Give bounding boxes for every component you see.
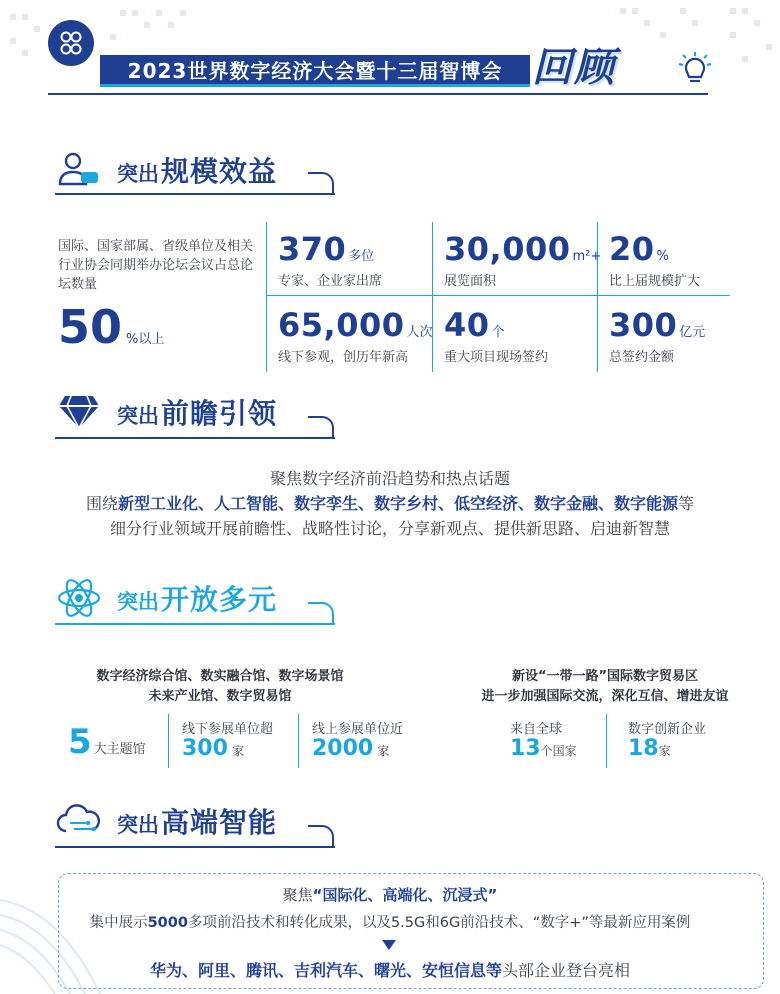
trade-zone-line-2: 进一步加强国际交流，深化互信、增进友谊 xyxy=(481,689,729,704)
global-stat xyxy=(510,736,577,761)
section-heading-scale xyxy=(55,145,277,195)
stat-value: 30,000 xyxy=(444,230,571,268)
global-label: 来自全球 xyxy=(510,722,563,737)
people-chat-icon xyxy=(55,146,103,194)
text: 多项前沿技术和转化成果，以及5.5G和6G前沿技术、“数字+”等最新应用案例 xyxy=(187,915,691,931)
stat-label: 展览面积 xyxy=(444,274,497,289)
grid-divider xyxy=(266,222,267,372)
section-underline xyxy=(55,846,335,848)
stat-unit: 人次 xyxy=(406,325,433,340)
section-heading-open xyxy=(55,573,277,623)
leading-line-1: 聚焦数字经济前沿趋势和热点话题 xyxy=(269,469,510,488)
stat-value: 20 xyxy=(609,230,655,268)
grid-divider xyxy=(266,295,730,296)
stat-value: 2000 xyxy=(312,736,374,761)
offline-label: 线下参展单位超 xyxy=(182,722,274,737)
atom-icon xyxy=(55,574,103,622)
halls-title-line-1: 数字经济综合馆、数实融合馆、数字场景馆 xyxy=(96,669,344,684)
stat-cell xyxy=(609,306,705,365)
digital-label: 数字创新企业 xyxy=(628,722,707,737)
highlight-text: “国际化、高端化、沉浸式” xyxy=(312,886,498,904)
section-underline-cap xyxy=(308,825,334,847)
stat-label: 线下参观，创历年新高 xyxy=(278,350,409,365)
section-prefix: 突出 xyxy=(117,813,159,837)
text: 等 xyxy=(678,494,695,513)
text: 围绕 xyxy=(85,494,118,513)
stat-value: 300 xyxy=(182,736,228,761)
stat-value: 40 xyxy=(444,306,490,344)
stat-value: 50 xyxy=(58,300,123,354)
stat-cell xyxy=(444,306,548,365)
smart-line-3 xyxy=(40,958,740,981)
leading-line-3: 细分行业领域开展前瞻性、战略性讨论，分享新观点、提供新思路、启迪新智慧 xyxy=(109,519,670,538)
section-heading-smart xyxy=(55,796,277,846)
stat-label: 比上届规模扩大 xyxy=(609,274,701,289)
stat-cell xyxy=(278,306,433,365)
highlight-text: 新型工业化、人工智能、数字孪生、数字乡村、低空经济、数字金融、数字能源 xyxy=(117,494,678,513)
grid-divider xyxy=(168,714,169,768)
digital-stat xyxy=(628,736,671,761)
stat-unit: % xyxy=(656,249,669,264)
text: 聚焦 xyxy=(282,886,313,904)
trade-zone-title xyxy=(470,667,740,707)
highlight-text: 华为、阿里、腾讯、吉利汽车、曙光、安恒信息等 xyxy=(149,961,502,980)
stat-cell xyxy=(444,230,601,289)
stat-value: 65,000 xyxy=(278,306,405,344)
header-divider xyxy=(48,93,708,95)
grid-divider xyxy=(298,714,299,768)
stat-unit: 个国家 xyxy=(540,744,577,758)
diamond-icon xyxy=(55,388,103,436)
section-title: 开放多元 xyxy=(161,583,278,616)
section-underline-cap xyxy=(308,602,334,624)
stat-unit: %以上 xyxy=(126,332,165,347)
stat-value: 5 xyxy=(68,722,92,762)
section-underline xyxy=(55,193,335,195)
text: 头部企业登台亮相 xyxy=(502,961,631,980)
section-title: 前瞻引领 xyxy=(161,397,278,430)
stat-cell xyxy=(278,230,382,289)
stat-unit: 家 xyxy=(231,744,244,758)
smart-line-2 xyxy=(40,911,740,932)
stat-label: 专家、企业家出席 xyxy=(278,274,383,289)
stat-unit: 多位 xyxy=(348,249,375,264)
trade-zone-line-1: 新设“一带一路”国际数字贸易区 xyxy=(511,669,699,684)
stat-unit: 亿元 xyxy=(679,325,706,340)
stat-label: 重大项目现场签约 xyxy=(444,350,549,365)
grid-divider xyxy=(606,714,607,768)
halls-stat xyxy=(68,722,146,762)
offline-stat xyxy=(182,736,244,761)
cloud-circuit-icon xyxy=(55,797,103,845)
forum-description: 国际、国家部属、省级单位及相关行业协会同期举办论坛会议占总论坛数量 xyxy=(58,239,254,292)
stat-value: 300 xyxy=(609,306,678,344)
stat-value: 13 xyxy=(510,736,541,761)
stat-cell xyxy=(609,230,700,289)
section-underline xyxy=(55,623,335,625)
stat-unit: 个 xyxy=(491,325,505,340)
section-prefix: 突出 xyxy=(117,162,159,186)
page-title: 2023世界数字经济大会暨十三届智博会 xyxy=(100,55,530,87)
stat-unit: 家 xyxy=(658,744,671,758)
smart-line-1 xyxy=(40,884,740,905)
stat-unit: m²+ xyxy=(572,249,602,264)
stat-unit: 大主题馆 xyxy=(93,742,146,757)
forum-share-stat xyxy=(58,300,164,354)
stat-value: 370 xyxy=(278,230,347,268)
stat-value: 18 xyxy=(628,736,659,761)
online-label: 线上参展单位近 xyxy=(312,722,404,737)
leading-line-2 xyxy=(40,491,740,514)
section-underline-cap xyxy=(308,416,334,438)
section-underline-cap xyxy=(308,172,334,194)
section-prefix: 突出 xyxy=(117,404,159,428)
stat-label: 总签约金额 xyxy=(609,350,675,365)
review-title: 回顾 xyxy=(532,45,616,91)
section-title: 高端智能 xyxy=(161,806,278,839)
section-prefix: 突出 xyxy=(117,590,159,614)
section-underline xyxy=(55,437,335,439)
halls-title xyxy=(70,667,370,707)
halls-title-line-2: 未来产业馆、数字贸易馆 xyxy=(148,689,292,704)
down-arrow-icon xyxy=(382,940,396,950)
lightbulb-icon xyxy=(675,50,715,94)
stat-unit: 家 xyxy=(377,744,390,758)
logo-dots-icon xyxy=(48,20,94,66)
online-stat xyxy=(312,736,389,761)
section-title: 规模效益 xyxy=(161,155,278,188)
section-heading-leading xyxy=(55,387,277,437)
highlight-text: 5000 xyxy=(147,915,188,931)
text: 集中展示 xyxy=(89,915,148,931)
